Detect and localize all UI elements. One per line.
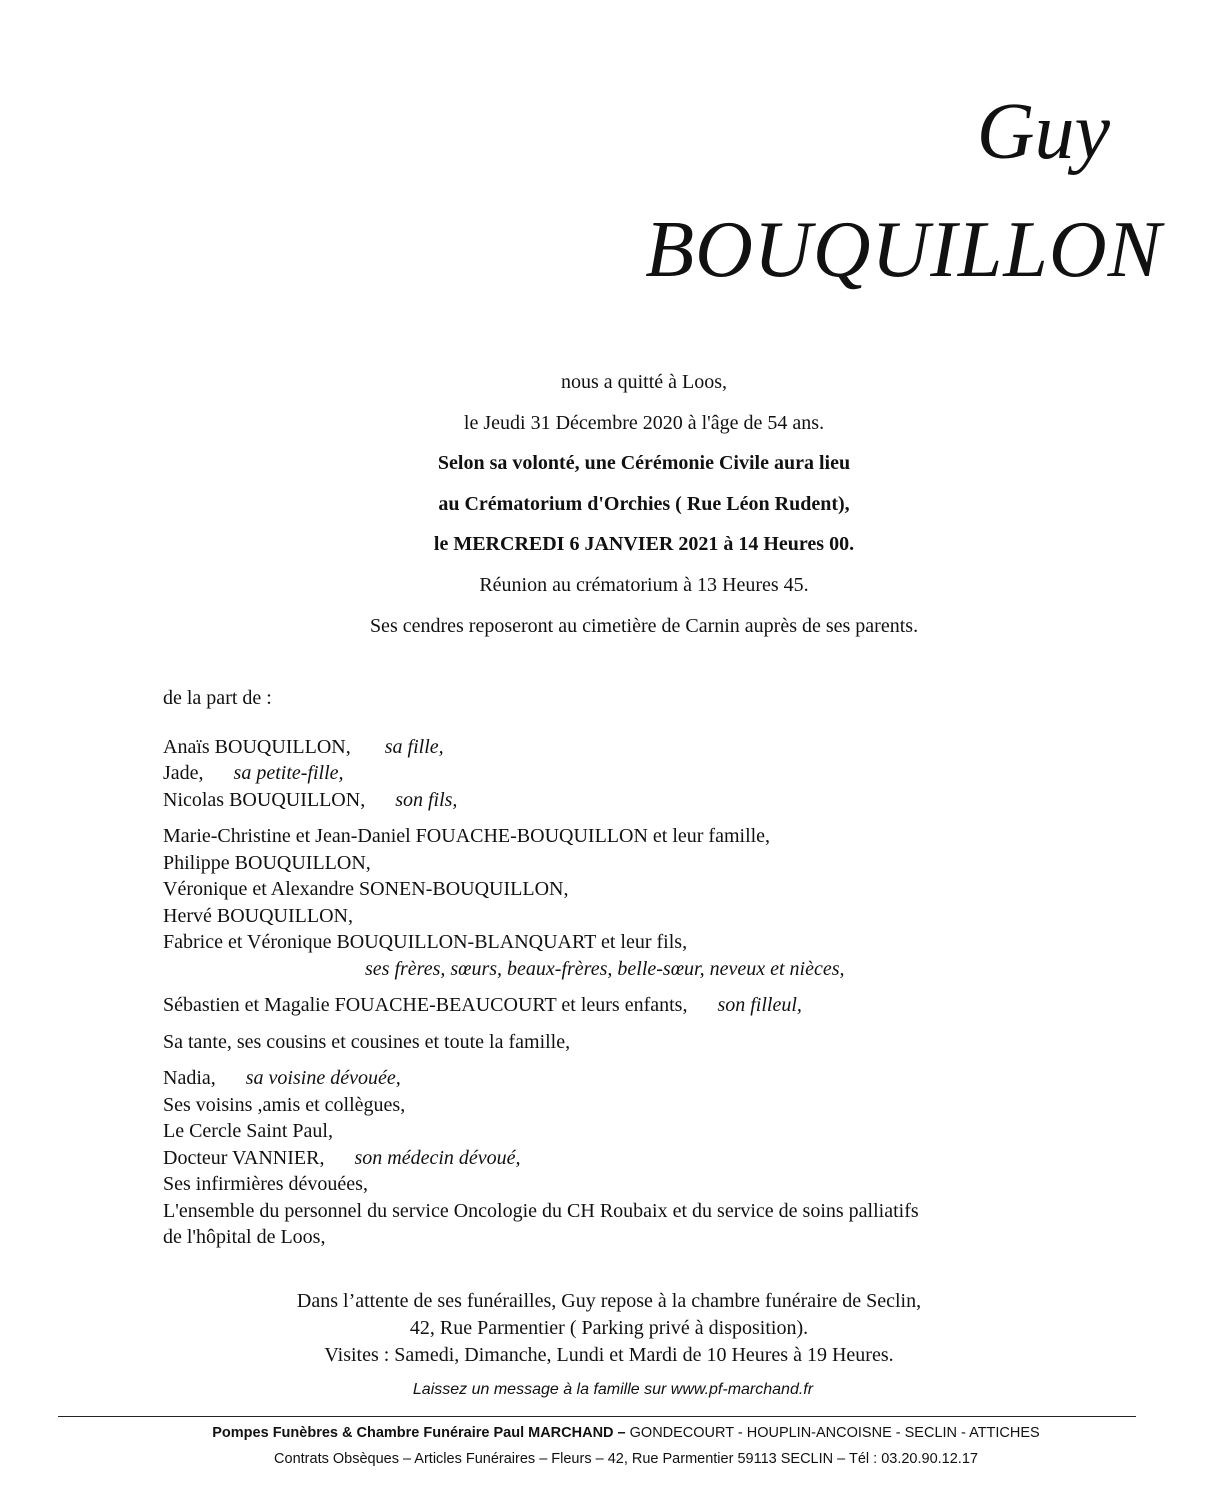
deceased-last-name: BOUQUILLON xyxy=(645,206,1162,294)
company-name: Pompes Funèbres & Chambre Funéraire Paul MARCHAND – xyxy=(212,1425,626,1441)
member-role: sa voisine dévouée, xyxy=(245,1067,401,1089)
ceremony-location: au Crématorium d'Orchies ( Rue Léon Rudent), xyxy=(438,492,850,515)
family-member: Hervé BOUQUILLON, xyxy=(163,904,353,927)
siblings-role: ses frères, sœurs, beaux-frères, belle-sœur, neveux et nièces, xyxy=(365,957,845,980)
announcement xyxy=(0,362,1214,646)
deceased-first-name: Guy xyxy=(976,88,1110,176)
funeral-home-address: 42, Rue Parmentier ( Parking privé à disposition). xyxy=(409,1317,809,1339)
ceremony-line: Selon sa volonté, une Cérémonie Civile aura lieu xyxy=(437,452,851,475)
member-name: Docteur VANNIER, xyxy=(163,1146,325,1169)
family-list xyxy=(163,685,1163,1251)
family-member xyxy=(163,787,1163,814)
family-member: Sa tante, ses cousins et cousines et toute la famille, xyxy=(163,1030,571,1053)
member-role: son médecin dévoué, xyxy=(354,1146,521,1169)
family-member xyxy=(163,1065,1163,1092)
company-locations: GONDECOURT - HOUPLIN-ANCOISNE - SECLIN - ATTICHES xyxy=(625,1425,1040,1441)
funeral-home-line: Dans l’attente de ses funérailles, Guy repose à la chambre funéraire de Seclin, xyxy=(296,1290,922,1312)
announcement-line: nous a quitté à Loos, xyxy=(560,371,728,393)
family-member: Philippe BOUQUILLON, xyxy=(163,851,371,874)
member-name: Anaïs BOUQUILLON, xyxy=(163,735,351,758)
family-member xyxy=(163,734,1163,761)
member-name: Nadia, xyxy=(163,1067,216,1089)
meeting-time: Réunion au crématorium à 13 Heures 45. xyxy=(479,573,809,596)
family-member xyxy=(163,1145,1163,1172)
footer-company xyxy=(0,1425,1214,1441)
member-name: Jade, xyxy=(163,762,204,784)
family-member: Le Cercle Saint Paul, xyxy=(163,1120,333,1142)
footer-divider xyxy=(58,1416,1136,1417)
funeral-home-info xyxy=(0,1288,1214,1369)
footer-services: Contrats Obsèques – Articles Funéraires – Fleurs – 42, Rue Parmentier 59113 SECLIN – Tél : 03.20.90.12.17 xyxy=(274,1451,978,1467)
family-intro: de la part de : xyxy=(163,687,272,709)
family-member: de l'hôpital de Loos, xyxy=(163,1226,326,1248)
family-member: Ses infirmières dévouées, xyxy=(163,1173,368,1195)
visiting-hours: Visites : Samedi, Dimanche, Lundi et Mardi de 10 Heures à 19 Heures. xyxy=(324,1344,894,1366)
family-member: Ses voisins ,amis et collègues, xyxy=(163,1093,406,1116)
ceremony-date: le MERCREDI 6 JANVIER 2021 à 14 Heures 00. xyxy=(433,533,855,556)
member-role: son fils, xyxy=(395,788,458,811)
family-member: Marie-Christine et Jean-Daniel FOUACHE-BOUQUILLON et leur famille, xyxy=(163,825,771,847)
web-message: Laissez un message à la famille sur www.pf-marchand.fr xyxy=(412,1381,814,1398)
ashes-line: Ses cendres reposeront au cimetière de Carnin auprès de ses parents. xyxy=(369,614,919,637)
family-member: Véronique et Alexandre SONEN-BOUQUILLON, xyxy=(163,878,569,900)
family-member: L'ensemble du personnel du service Oncologie du CH Roubaix et du service de soins palliatifs xyxy=(163,1199,919,1222)
member-role: sa petite-fille, xyxy=(233,762,344,784)
member-name: Sébastien et Magalie FOUACHE-BEAUCOURT et leurs enfants, xyxy=(163,994,688,1016)
family-member xyxy=(163,760,1163,787)
member-role: sa fille, xyxy=(384,735,444,758)
family-member xyxy=(163,992,1163,1019)
family-member: Fabrice et Véronique BOUQUILLON-BLANQUART et leur fils, xyxy=(163,931,688,953)
announcement-line: le Jeudi 31 Décembre 2020 à l'âge de 54 ans. xyxy=(463,411,825,434)
member-role: son filleul, xyxy=(717,994,802,1016)
member-name: Nicolas BOUQUILLON, xyxy=(163,788,366,811)
